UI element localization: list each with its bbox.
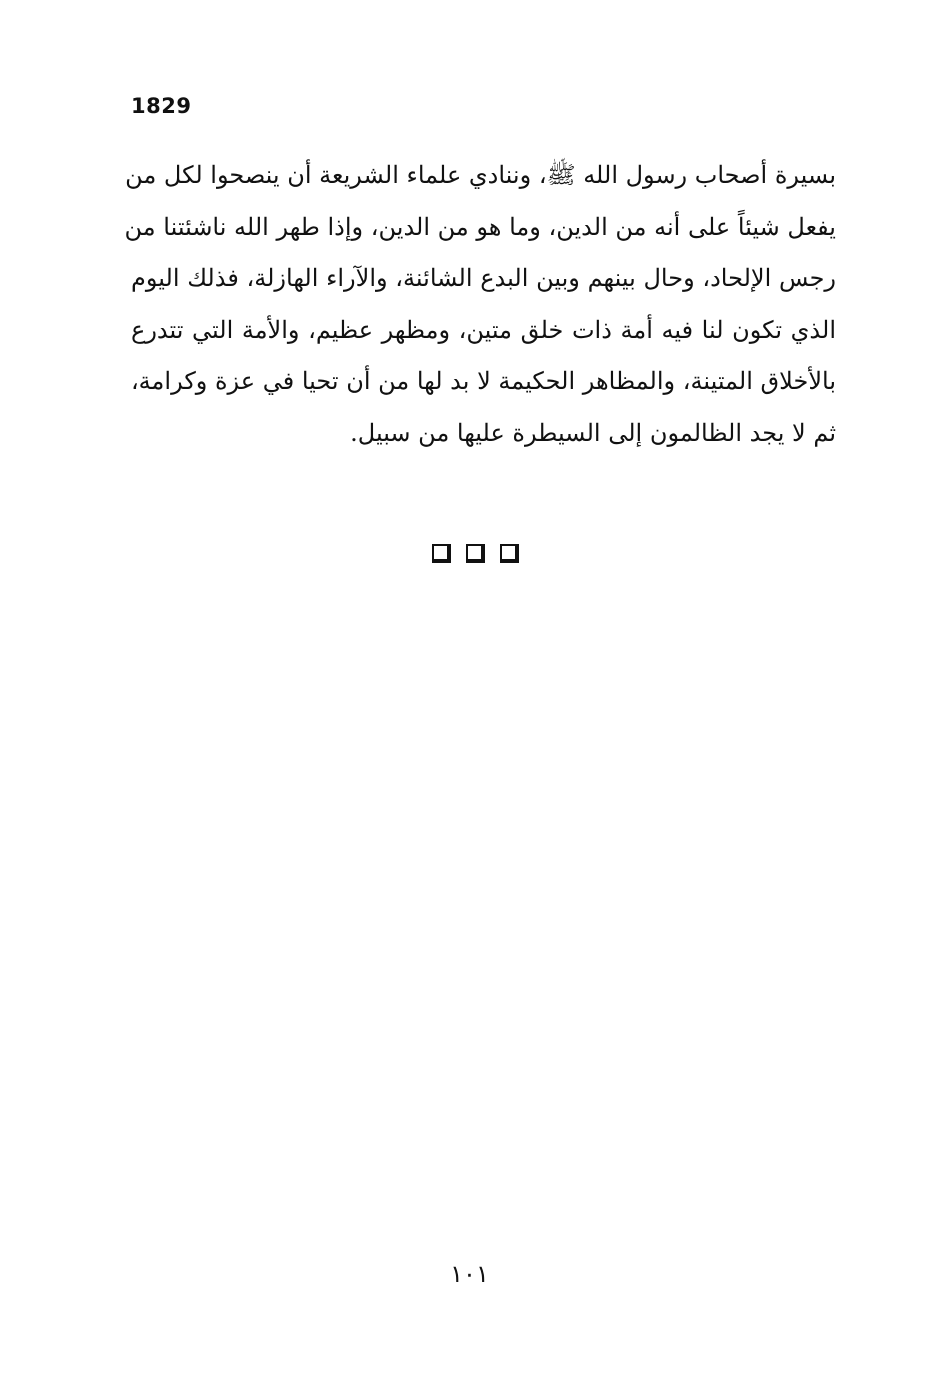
document-reference-number: 1829 [131, 94, 192, 118]
paragraph-line-1: بسيرة أصحاب رسول الله ﷺ، وننادي علماء الشريعة أن ينصحوا لكل من [125, 161, 836, 189]
square-box-icon [466, 544, 485, 563]
page-number: ١٠١ [450, 1260, 489, 1288]
paragraph-line-4: الذي تكون لنا فيه أمة ذات خلق متين، ومظهر عظيم، والأمة التي تتدرع [131, 315, 836, 344]
section-separator [432, 544, 519, 563]
paragraph-line-2: يفعل شيئاً على أنه من الدين، وما هو من الدين، وإذا طهر الله ناشئتنا من [124, 212, 836, 241]
article-paragraph [124, 150, 836, 459]
square-box-icon [500, 544, 519, 563]
paragraph-line-6: ثم لا يجد الظالمون إلى السيطرة عليها من سبيل. [350, 418, 836, 447]
paragraph-line-3: رجس الإلحاد، وحال بينهم وبين البدع الشائنة، والآراء الهازلة، فذلك اليوم [131, 264, 836, 292]
paragraph-line-5: بالأخلاق المتينة، والمظاهر الحكيمة لا بد لها من أن تحيا في عزة وكرامة، [130, 367, 836, 395]
square-box-icon [432, 544, 451, 563]
